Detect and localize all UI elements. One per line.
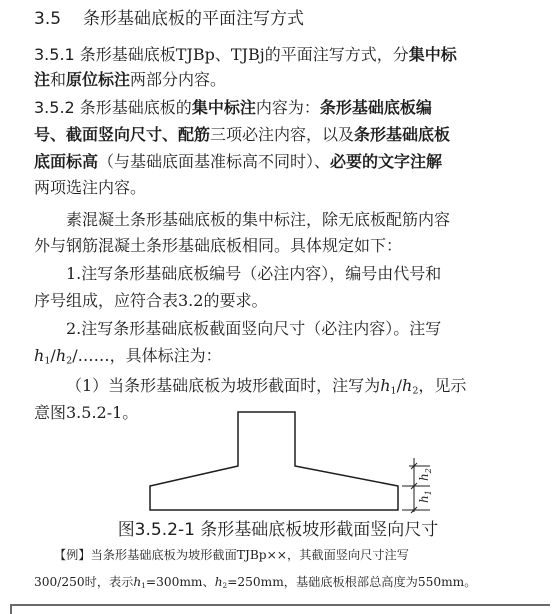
- page-bottom-tick: [10, 604, 12, 614]
- paragraph-3-5-1-line-1: 3.5.1 条形基础底板TJBp、TJBj的平面注写方式，分集中标: [34, 45, 457, 64]
- item-1-line-1: 1.注写条形基础底板编号（必注内容），编号由代号和: [66, 264, 442, 283]
- page-bottom-rule: [10, 604, 550, 606]
- section-number: 3.5: [34, 9, 62, 29]
- figure-caption: 图3.5.2-1 条形基础底板坡形截面竖向尺寸: [117, 520, 439, 540]
- example-line-1: 【例】当条形基础底板为坡形截面TJBp××，其截面竖向尺寸注写: [54, 548, 409, 562]
- footing-outline: [150, 412, 398, 510]
- example-line-2: 300/250时，表示$h_1=300mm$、$h_2=250mm$，基础底板根部总高度为550mm。: [34, 575, 477, 590]
- item-2-line-2: $h_1/h_2/\dots\dots$，具体标注为：: [34, 346, 222, 367]
- dim-label-h1: $h_1$: [417, 490, 433, 503]
- plain-concrete-line-2: 外与钢筋混凝土条形基础底板相同。具体规定如下：: [34, 236, 403, 255]
- plain-concrete-line-1: 素混凝土条形基础底板的集中标注，除无底板配筋内容: [66, 210, 451, 229]
- section-heading: [34, 7, 304, 31]
- sloped-footing-section-figure: [138, 408, 438, 518]
- paragraph-3-5-2-line-4: 两项选注内容。: [34, 178, 147, 197]
- item-2-1-line-2: 意图3.5.2-1。: [34, 403, 139, 422]
- section-title: 条形基础底板的平面注写方式: [83, 9, 305, 29]
- item-2-1-line-1: （1）当条形基础底板为坡形截面时，注写为$h_1/h_2$，见示: [66, 376, 467, 397]
- paragraph-3-5-1-line-2: 注和原位标注两部分内容。: [34, 70, 227, 89]
- item-2-line-1: 2.注写条形基础底板截面竖向尺寸（必注内容）。注写: [66, 319, 442, 338]
- paragraph-3-5-2-line-1: 3.5.2 条形基础底板的集中标注内容为：条形基础底板编: [34, 98, 432, 117]
- paragraph-3-5-2-line-3: 底面标高（与基础底面基准标高不同时）、必要的文字注解: [34, 152, 443, 171]
- dim-label-h2: $h_2$: [417, 468, 433, 481]
- paragraph-3-5-2-line-2: 号、截面竖向尺寸、配筋三项必注内容，以及条形基础底板: [34, 125, 451, 144]
- item-1-line-2: 序号组成，应符合表3.2的要求。: [34, 291, 268, 310]
